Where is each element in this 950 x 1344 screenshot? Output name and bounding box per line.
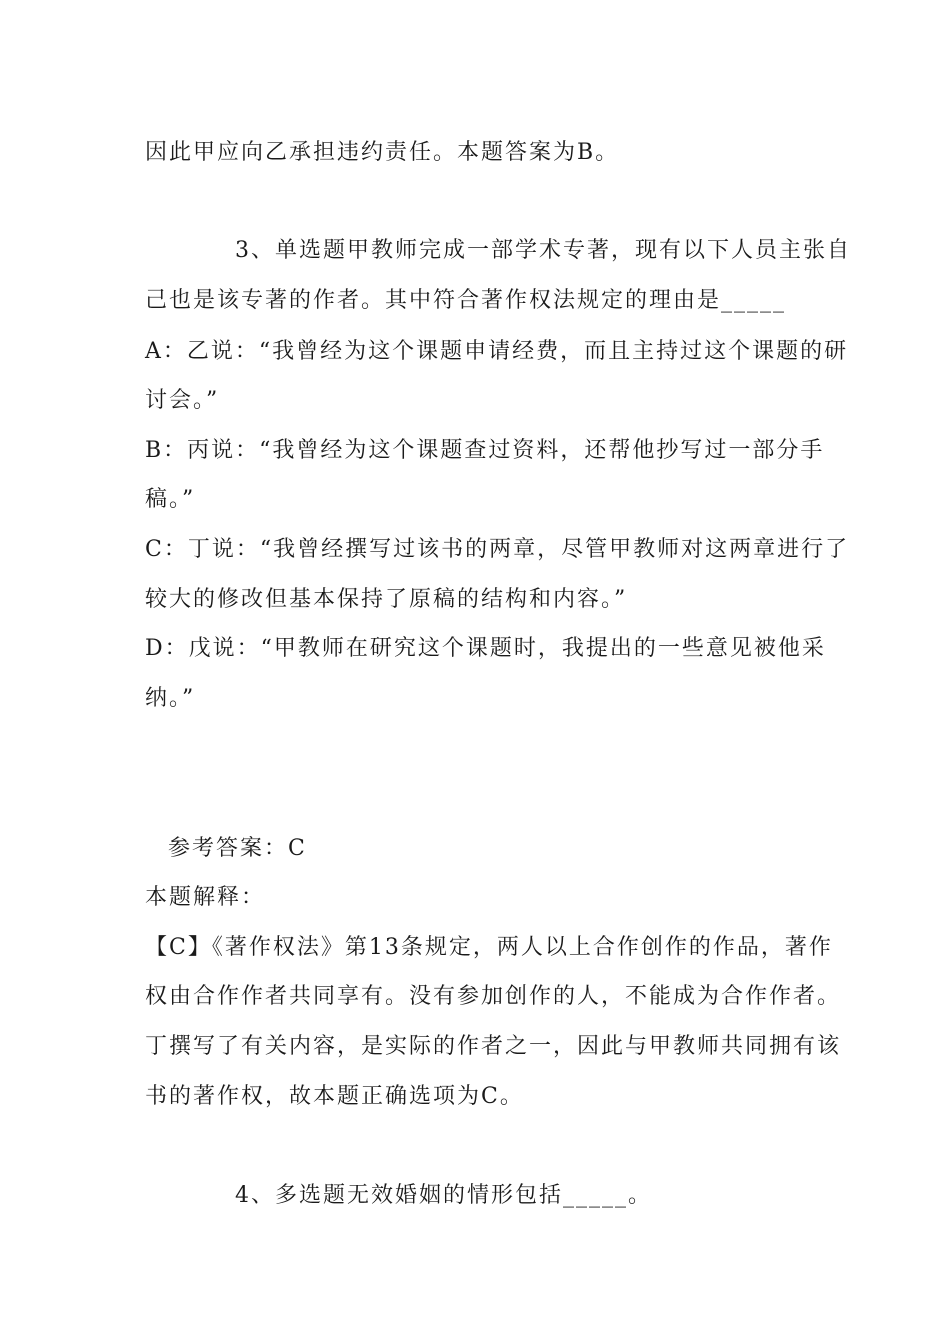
option-b: B：丙说：“我曾经为这个课题查过资料，还帮他抄写过一部分手 [145,438,825,463]
option-a-cont: 讨会。” [145,388,220,413]
option-c: C：丁说：“我曾经撰写过该书的两章，尽管甲教师对这两章进行了 [145,537,850,562]
reference-answer: 参考答案：C [168,836,307,861]
option-a: A：乙说：“我曾经为这个课题申请经费，而且主持过这个课题的研 [145,339,849,364]
explanation-label: 本题解释： [145,885,266,910]
option-d: D：戊说：“甲教师在研究这个课题时，我提出的一些意见被他采 [145,636,826,661]
question-4-stem: 4、多选题无效婚姻的情形包括_____。 [235,1183,652,1208]
prev-answer-line: 因此甲应向乙承担违约责任。本题答案为B。 [145,140,620,165]
explanation-text-cont-1: 权由合作作者共同享有。没有参加创作的人，不能成为合作作者。 [145,984,842,1009]
explanation-text-cont-2: 丁撰写了有关内容，是实际的作者之一，因此与甲教师共同拥有该 [145,1034,842,1059]
option-b-cont: 稿。” [145,487,196,512]
question-3-stem: 3、单选题甲教师完成一部学术专著，现有以下人员主张自 [235,238,851,263]
option-c-cont: 较大的修改但基本保持了原稿的结构和内容。” [145,587,628,612]
option-d-cont: 纳。” [145,686,196,711]
explanation-text: 【C】《著作权法》第13条规定，两人以上合作创作的作品，著作 [145,935,833,960]
question-3-stem-cont: 己也是该专著的作者。其中符合著作权法规定的理由是_____ [145,288,787,313]
explanation-text-cont-3: 书的著作权，故本题正确选项为C。 [145,1084,524,1109]
